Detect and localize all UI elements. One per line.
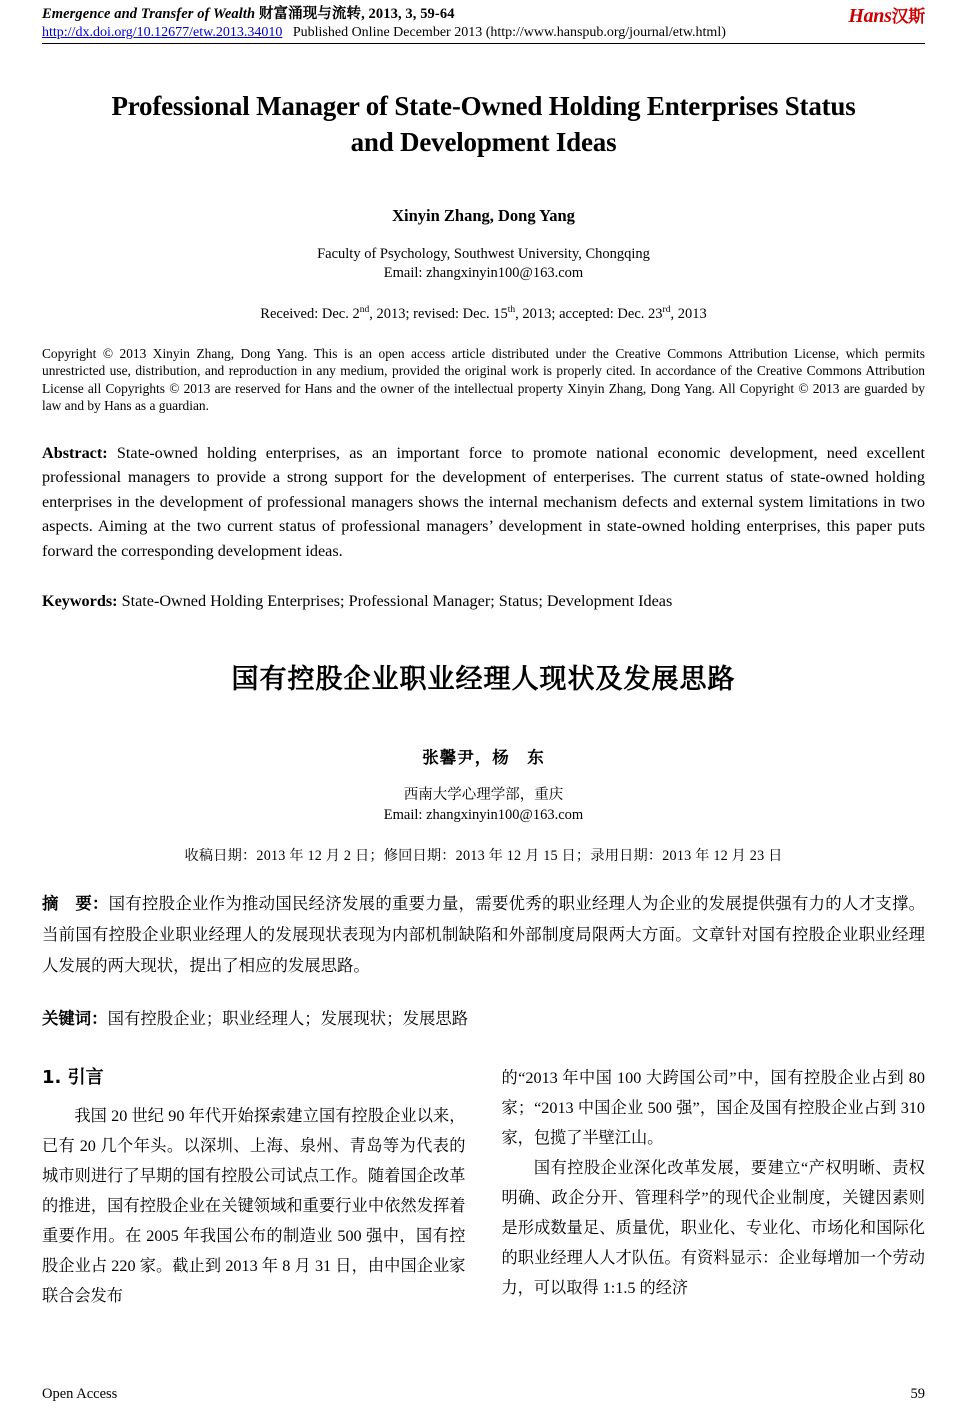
section-heading-1: 1. 引言 [42, 1067, 104, 1089]
page-header [42, 0, 925, 44]
affiliation-cn-text: 西南大学心理学部，重庆 [403, 787, 564, 804]
published-online-text: Published Online December 2013 (http://www.hanspub.org/journal/etw.html) [292, 25, 726, 40]
abstract-cn [42, 888, 925, 981]
dates-cn: 收稿日期：2013 年 12 月 2 日；修回日期：2013 年 12 月 15 日；录用日期：2013 年 12 月 23 日 [184, 848, 783, 865]
doi-link[interactable]: http://dx.doi.org/10.12677/etw.2013.34010 [42, 25, 283, 40]
keywords-cn [42, 1005, 925, 1033]
abstract-label-cn: 摘 要： [42, 894, 109, 914]
journal-title-en: Emergence and Transfer of Wealth [42, 6, 256, 22]
keywords-text-en: State-Owned Holding Enterprises; Professional Manager; Status; Development Ideas [117, 592, 673, 611]
body-paragraph: 我国 20 世纪 90 年代开始探索建立国有控股企业以来，已有 20 几个年头。以深圳、上海、泉州、青岛等为代表的城市则进行了早期的国有控股公司试点工作。随着国企改革的推进，国有控股企业在关键领域和重要行业中依然发挥着重要作用。在 2005 年我国公布的制造业 500 强中，国有控股企业占 220 家。截止到 2013 年 8 月 31 日，由中国企业家联合会发布 [42, 1107, 466, 1306]
authors-cn: 张馨尹，杨 东 [422, 748, 545, 768]
keywords-text-cn: 国有控股企业；职业经理人；发展现状；发展思路 [107, 1009, 469, 1029]
ordinal-th: th [507, 305, 516, 315]
revised-label: , 2013; revised: Dec. 15 [369, 305, 508, 322]
ordinal-rd: rd [662, 305, 671, 315]
keywords-label-cn: 关键词： [42, 1009, 108, 1029]
accepted-year: , 2013 [670, 305, 707, 322]
abstract-text-en: State-owned holding enterprises, as an important force to promote national economic development, need excellent professional managers to provide a strong support for the development of enterperises. The current status of state-owned holding enterprises in the development of professional managers shows the internal mechanism defects and external system limitations in two aspects. Aiming at the two current status of professional managers’ development in state-owned holding enterprises, this paper puts forward the corresponding development ideas. [42, 443, 925, 560]
ordinal-nd: nd [359, 305, 370, 315]
authors-en: Xinyin Zhang, Dong Yang [392, 206, 575, 225]
header-divider [42, 43, 925, 44]
body-columns [42, 1063, 925, 1311]
body-paragraph: 的“2013 年中国 100 大跨国公司”中，国有控股企业占到 80 家；“2013 中国企业 500 强”，国企及国有控股企业占到 310 家，包揽了半壁江山。 [501, 1069, 925, 1148]
received-label: Received: Dec. 2 [260, 305, 360, 322]
body-column-left [42, 1063, 466, 1311]
email-cn: Email: zhangxinyin100@163.com [383, 807, 584, 824]
body-column-right [502, 1063, 926, 1311]
page-title: Professional Manager of State-Owned Holding Enterprises Status and Development Ideas [111, 91, 856, 157]
body-paragraph: 国有控股企业深化改革发展，要建立“产权明晰、责权明确、政企分开、管理科学”的现代企业制度，关键因素则是形成数量足、质量优，职业化、专业化、市场化和国际化的职业经理人人才队伍。有资料显示：企业每增加一个劳动力，可以取得 1:1.5 的经济 [501, 1159, 925, 1298]
accepted-label: , 2013; accepted: Dec. 23 [515, 305, 663, 322]
abstract-en [42, 441, 925, 564]
page-title-cn: 国有控股企业职业经理人现状及发展思路 [231, 664, 736, 696]
affiliation-cn [42, 785, 925, 825]
abstract-text-cn: 国有控股企业作为推动国民经济发展的重要力量，需要优秀的职业经理人为企业的发展提供强有力的人才支撑。当前国有控股企业职业经理人的发展现状表现为内部机制缺陷和外部制度局限两大方面。文章针对国有控股企业职业经理人发展的两大现状，提出了相应的发展思路。 [42, 894, 926, 976]
journal-line [42, 6, 925, 23]
keywords-en [42, 589, 925, 613]
open-access-label: Open Access [42, 1386, 118, 1402]
abstract-label-en: Abstract: [42, 443, 108, 462]
journal-title-cn: 财富涌现与流转, 2013, 3, 59-64 [255, 6, 455, 22]
email-en: Email: zhangxinyin100@163.com [383, 265, 584, 281]
copyright-notice: Copyright © 2013 Xinyin Zhang, Dong Yang. This is an open access article distributed under the Creative Commons Attribution License, which permits unrestricted use, distribution, and reproduction in any medium, provided the original work is properly cited. In accordance of the Creative Commons Attribution License all Copyrights © 2013 are reserved for Hans and the owner of the intellectual property Xinyin Zhang, Dong Yang. All Copyright © 2013 are guarded by law and by Hans as a guardian. [42, 345, 925, 414]
affiliation-en-text: Faculty of Psychology, Southwest University, Chongqing [317, 246, 650, 262]
publisher-name-cn: 汉斯 [891, 7, 925, 26]
page-footer [42, 1386, 925, 1403]
page-number: 59 [910, 1386, 925, 1402]
affiliation-en [42, 245, 925, 283]
publisher-name-en: Hans [848, 5, 892, 27]
dates-en [42, 305, 925, 323]
doi-line [42, 24, 925, 42]
keywords-label-en: Keywords: [42, 592, 118, 611]
publisher-logo [848, 2, 925, 28]
